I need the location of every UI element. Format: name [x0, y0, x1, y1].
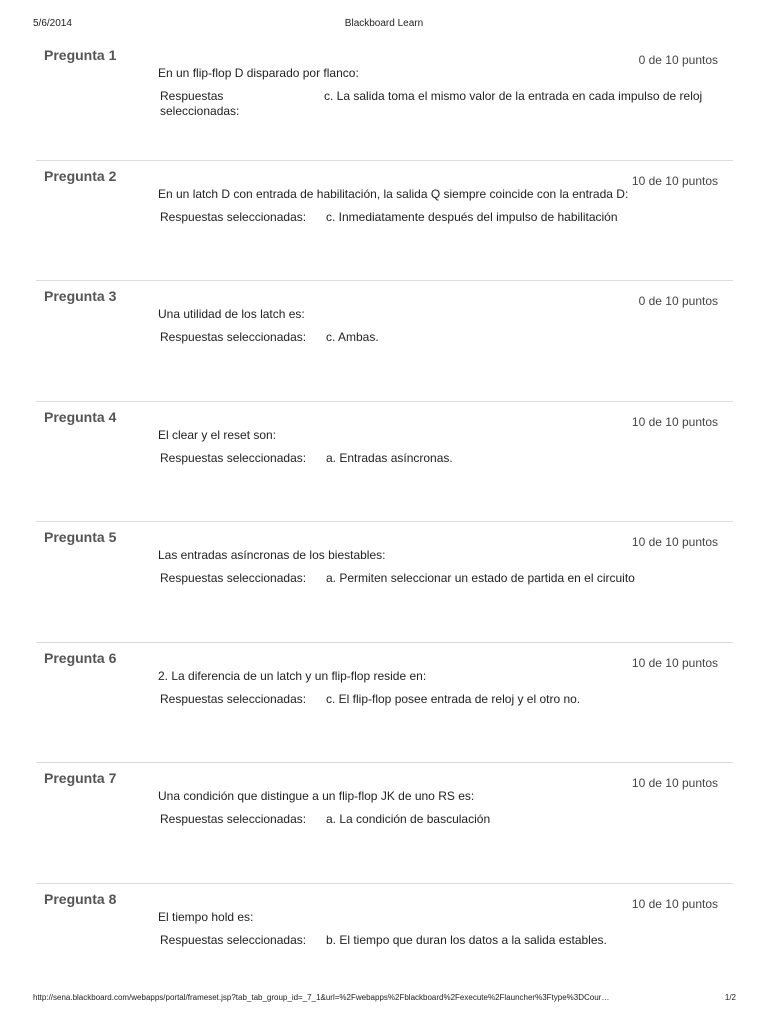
page-url: http://sena.blackboard.com/webapps/portal/frameset.jsp?tab_tab_group_id=_7_1&url=%2Fwebapps%2Fblackboard%2Fexecute%2Flauncher%3Ftype%3DCour…: [33, 993, 610, 1002]
question-score: 10 de 10 puntos: [631, 655, 718, 670]
question-text: Una condición que distingue a un flip-flop JK de uno RS es:: [158, 789, 475, 803]
selected-answer-label: Respuestas seleccionadas:: [160, 691, 307, 706]
selected-answer-value: a. Entradas asíncronas.: [326, 450, 453, 465]
question-score: 10 de 10 puntos: [631, 535, 718, 549]
selected-answer-label: Respuestas seleccionadas:: [160, 89, 240, 118]
question-label: Pregunta 3: [44, 288, 117, 304]
question-score: 10 de 10 puntos: [631, 414, 718, 429]
question-text: El clear y el reset son:: [158, 427, 277, 442]
print-header: [0, 18, 768, 32]
question-label: Pregunta 2: [44, 167, 117, 184]
question-block-2: [36, 161, 733, 282]
selected-answer-label: Respuestas seleccionadas:: [160, 450, 307, 465]
question-text: Las entradas asíncronas de los biestables:: [158, 548, 386, 562]
selected-answer-value: a. La condición de basculación: [326, 812, 491, 826]
question-block-5: [36, 522, 733, 643]
question-label: Pregunta 4: [44, 408, 117, 425]
page-title: Blackboard Learn: [344, 18, 424, 29]
question-text: En un latch D con entrada de habilitación, la salida Q siempre coincide con la entrada D:: [158, 186, 629, 201]
print-date: 5/6/2014: [33, 18, 72, 29]
question-label: Pregunta 5: [44, 529, 117, 545]
question-list: [36, 40, 733, 1003]
question-block-7: [36, 763, 733, 884]
question-score: 10 de 10 puntos: [631, 173, 718, 188]
question-block-3: [36, 281, 733, 402]
selected-answer-value: c. Inmediatamente después del impulso de habilitación: [326, 209, 618, 224]
question-label: Pregunta 7: [44, 770, 117, 786]
question-block-1: [36, 40, 733, 161]
question-label: Pregunta 8: [44, 890, 117, 907]
question-text: En un flip-flop D disparado por flanco:: [158, 66, 359, 80]
selected-answer-label: Respuestas seleccionadas:: [160, 330, 307, 344]
question-score: 0 de 10 puntos: [638, 53, 718, 67]
page-number: 1/2: [724, 993, 736, 1002]
question-block-6: [36, 643, 733, 764]
question-score: 0 de 10 puntos: [638, 294, 718, 308]
question-block-8: [36, 884, 733, 1004]
selected-answer-value: c. El flip-flop posee entrada de reloj y el otro no.: [326, 691, 581, 706]
question-text: Una utilidad de los latch es:: [158, 307, 305, 321]
question-text: El tiempo hold es:: [158, 909, 254, 924]
question-block-4: [36, 402, 733, 523]
question-label: Pregunta 6: [44, 649, 117, 666]
selected-answer-value: b. El tiempo que duran los datos a la salida estables.: [326, 932, 607, 947]
selected-answer-label: Respuestas seleccionadas:: [160, 812, 307, 826]
question-score: 10 de 10 puntos: [631, 896, 718, 911]
print-footer: [0, 993, 768, 1007]
selected-answer-value: c. Ambas.: [326, 330, 379, 344]
selected-answer-label: Respuestas seleccionadas:: [160, 571, 307, 585]
selected-answer-label: Respuestas seleccionadas:: [160, 209, 307, 224]
question-score: 10 de 10 puntos: [631, 776, 718, 790]
selected-answer-label: Respuestas seleccionadas:: [160, 932, 307, 947]
selected-answer-value: a. Permiten seleccionar un estado de partida en el circuito: [326, 571, 635, 585]
selected-answer-value: c. La salida toma el mismo valor de la entrada en cada impulso de reloj: [324, 89, 703, 103]
question-text: 2. La diferencia de un latch y un flip-flop reside en:: [158, 668, 427, 683]
question-label: Pregunta 1: [44, 47, 117, 63]
